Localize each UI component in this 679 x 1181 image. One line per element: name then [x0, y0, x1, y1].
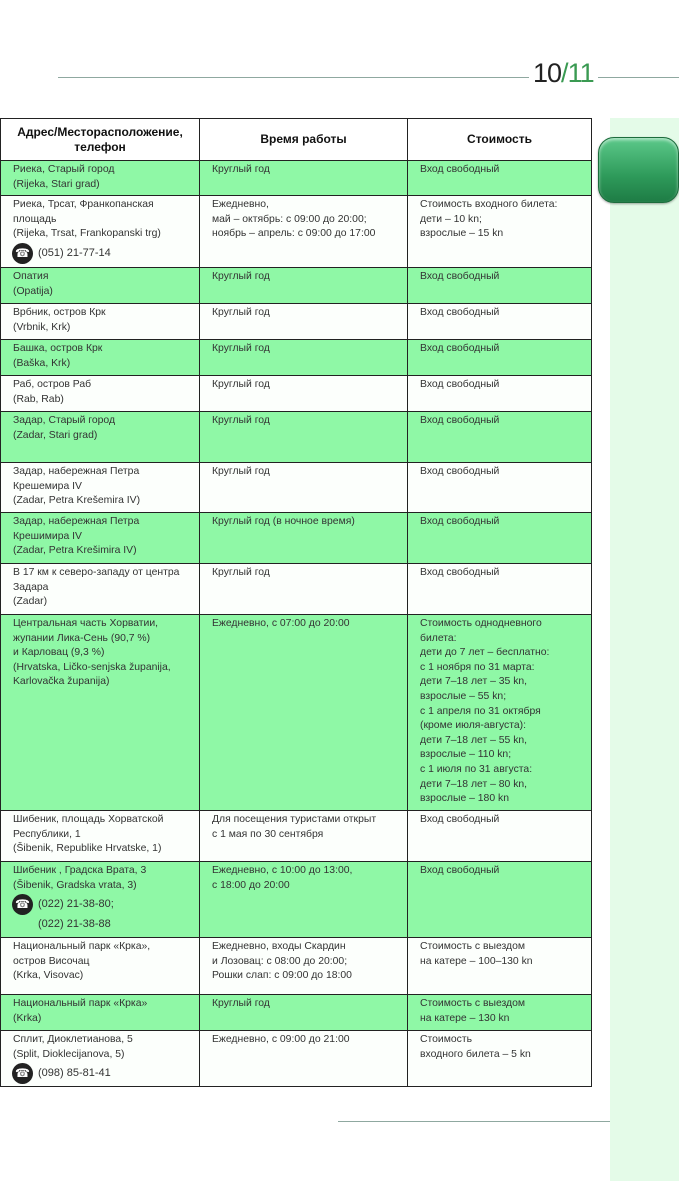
- cell-hours: [200, 938, 408, 995]
- hours-line: с 1 мая по 30 сентября: [212, 828, 324, 840]
- hours-line: Ежедневно, входы Скардин: [212, 941, 346, 952]
- cost-line: Вход свободный: [420, 415, 500, 426]
- hours-line: Ежедневно, с 09:00 до 21:00: [212, 1034, 350, 1045]
- table-row: [1, 995, 592, 1031]
- address-line: Опатия: [13, 271, 49, 282]
- cell-address: [1, 564, 200, 615]
- cell-address: [1, 304, 200, 340]
- address-line: (Šibenik, Republike Hrvatske, 1): [13, 843, 162, 855]
- phone-number[interactable]: [13, 894, 188, 915]
- table-row: [1, 161, 592, 196]
- cost-line: Вход свободный: [420, 466, 500, 477]
- page-number-separator: /: [561, 58, 568, 88]
- address-line: Башка, остров Крк: [13, 343, 103, 354]
- cost-line: Стоимость входного билета:: [420, 199, 558, 210]
- cell-address: [1, 811, 200, 862]
- cost-line: на катере – 100–130 kn: [420, 955, 533, 967]
- cost-line: взрослые – 55 kn;: [420, 690, 507, 702]
- cost-line: Вход свободный: [420, 379, 500, 390]
- table-row: [1, 862, 592, 938]
- cell-address: [1, 938, 200, 995]
- table-row: [1, 811, 592, 862]
- cell-cost: [408, 1031, 592, 1087]
- table-row: [1, 196, 592, 268]
- cell-hours: [200, 995, 408, 1031]
- cell-address: [1, 340, 200, 376]
- cost-line: Вход свободный: [420, 516, 500, 527]
- address-line: Задар, Старый город: [13, 415, 116, 426]
- hours-line: май – октябрь: с 09:00 до 20:00;: [212, 213, 367, 225]
- hours-line: Ежедневно, с 10:00 до 13:00,: [212, 865, 353, 876]
- page-number-current: 10: [533, 58, 562, 88]
- table-row: [1, 340, 592, 376]
- hours-line: и Лозовац: с 08:00 до 20:00;: [212, 955, 348, 967]
- address-line: (Zadar): [13, 596, 48, 608]
- cell-cost: [408, 463, 592, 513]
- hours-line: Круглый год: [212, 164, 270, 175]
- address-line: (Hrvatska, Ličko-senjska županija, Karlovačka županija): [13, 661, 171, 688]
- address-line: (Krka): [13, 1012, 42, 1024]
- address-line: и Карловац (9,3 %): [13, 647, 105, 659]
- hours-line: Для посещения туристами открыт: [212, 814, 377, 825]
- cell-cost: [408, 412, 592, 463]
- cost-line: Вход свободный: [420, 865, 500, 876]
- address-line: Задар, набережная Петра Крешимира IV: [13, 516, 140, 542]
- hours-line: Круглый год: [212, 343, 270, 354]
- hours-line: Рошки слап: с 09:00 до 18:00: [212, 970, 352, 982]
- cell-address: [1, 1031, 200, 1087]
- cost-line: Стоимость с выездом: [420, 941, 526, 952]
- table-body: [1, 161, 592, 1087]
- cell-address: [1, 412, 200, 463]
- cell-hours: [200, 304, 408, 340]
- cost-line: (кроме июля-августа):: [420, 720, 527, 732]
- address-line: (Opatija): [13, 285, 53, 297]
- cost-line: Вход свободный: [420, 814, 500, 825]
- cell-address: [1, 376, 200, 412]
- hours-line: Ежедневно,: [212, 199, 269, 210]
- table-header-row: [1, 119, 592, 161]
- cell-hours: [200, 811, 408, 862]
- address-line: Шибеник, площадь Хорватской Республики, 1: [13, 814, 164, 840]
- cell-cost: [408, 376, 592, 412]
- cost-line: Вход свободный: [420, 343, 500, 354]
- address-line: (Split, Dioklecijanova, 5): [13, 1048, 125, 1060]
- hours-line: Круглый год: [212, 466, 270, 477]
- table-row: [1, 376, 592, 412]
- phone-number-text: (098) 85-81-41: [38, 1067, 111, 1080]
- address-line: (Zadar, Petra Krešemira IV): [13, 495, 141, 507]
- address-line: Центральная часть Хорватии, жупании Лика-Сень (90,7 %): [13, 618, 159, 644]
- cost-line: входного билета – 5 kn: [420, 1048, 531, 1060]
- address-line: Раб, остров Раб: [13, 379, 92, 390]
- cell-address: [1, 862, 200, 938]
- cell-cost: [408, 513, 592, 564]
- cost-line: дети 7–18 лет – 80 kn,: [420, 778, 528, 790]
- table-row: [1, 564, 592, 615]
- address-line: (Zadar, Petra Krešimira IV): [13, 545, 137, 557]
- sights-table: [0, 118, 592, 1087]
- address-line: Сплит, Диоклетианова, 5: [13, 1034, 133, 1045]
- hours-line: Круглый год: [212, 998, 270, 1009]
- table-row: [1, 412, 592, 463]
- cell-address: [1, 995, 200, 1031]
- cell-cost: [408, 862, 592, 938]
- cell-address: [1, 196, 200, 268]
- cell-hours: [200, 1031, 408, 1087]
- table-row: [1, 1031, 592, 1087]
- phone-number-text: (051) 21-77-14: [38, 246, 111, 259]
- address-line: (Krka, Visovac): [13, 970, 84, 982]
- address-line: остров Височац: [13, 955, 90, 967]
- table-row: [1, 513, 592, 564]
- hours-line: Круглый год: [212, 271, 270, 282]
- phone-icon: ☎: [12, 1063, 33, 1084]
- cost-line: Вход свободный: [420, 164, 500, 175]
- cost-line: взрослые – 180 kn: [420, 793, 509, 805]
- cost-line: Стоимость: [420, 1034, 473, 1045]
- table-row: [1, 463, 592, 513]
- cell-cost: [408, 615, 592, 811]
- hours-line: с 18:00 до 20:00: [212, 879, 290, 891]
- address-line: Национальный парк «Крка»: [13, 998, 148, 1009]
- cost-line: на катере – 130 kn: [420, 1012, 510, 1024]
- address-line: (Zadar, Stari grad): [13, 429, 98, 441]
- address-line: (Rab, Rab): [13, 393, 64, 405]
- side-tab[interactable]: [598, 137, 679, 203]
- cost-line: дети 7–18 лет – 55 kn,: [420, 734, 528, 746]
- cell-hours: [200, 564, 408, 615]
- phone-number[interactable]: [13, 243, 188, 264]
- address-line: (Vrbnik, Krk): [13, 321, 71, 333]
- cell-hours: [200, 513, 408, 564]
- address-line: Шибеник , Градска Врата, 3: [13, 865, 147, 876]
- cost-line: дети 7–18 лет – 35 kn,: [420, 676, 528, 688]
- cost-line: Вход свободный: [420, 567, 500, 578]
- cost-line: Вход свободный: [420, 271, 500, 282]
- cell-hours: [200, 862, 408, 938]
- footer-rule: [338, 1121, 610, 1122]
- cost-line: с 1 апреля по 31 октября: [420, 705, 541, 717]
- address-line: Задар, набережная Петра Крешемира IV: [13, 466, 140, 492]
- cost-line: дети – 10 kn;: [420, 213, 482, 225]
- cost-line: Вход свободный: [420, 307, 500, 318]
- cost-line: взрослые – 15 kn: [420, 228, 504, 240]
- column-header-address: Адрес/Месторасположение, телефон: [1, 119, 200, 161]
- table-row: [1, 615, 592, 811]
- cell-address: [1, 268, 200, 304]
- hours-line: ноябрь – апрель: с 09:00 до 17:00: [212, 228, 376, 240]
- cell-cost: [408, 340, 592, 376]
- cost-line: Стоимость с выездом: [420, 998, 526, 1009]
- column-header-cost: Стоимость: [408, 119, 592, 161]
- cell-cost: [408, 304, 592, 340]
- cell-address: [1, 513, 200, 564]
- phone-number-secondary[interactable]: (022) 21-38-88: [38, 918, 111, 931]
- table-row: [1, 938, 592, 995]
- hours-line: Круглый год: [212, 415, 270, 426]
- cell-address: [1, 615, 200, 811]
- cell-hours: [200, 161, 408, 196]
- hours-line: Круглый год: [212, 307, 270, 318]
- address-line: Риека, Трсат, Франкопанская площадь: [13, 199, 154, 225]
- address-line: Национальный парк «Крка»,: [13, 941, 151, 952]
- cell-address: [1, 463, 200, 513]
- page-number-total: 11: [567, 58, 594, 88]
- cell-hours: [200, 268, 408, 304]
- cell-cost: [408, 564, 592, 615]
- cost-line: с 1 ноября по 31 марта:: [420, 661, 535, 673]
- cell-cost: [408, 995, 592, 1031]
- hours-line: Круглый год: [212, 379, 270, 390]
- cost-line: взрослые – 110 kn;: [420, 749, 512, 761]
- table-row: [1, 304, 592, 340]
- cell-cost: [408, 938, 592, 995]
- cell-cost: [408, 811, 592, 862]
- cost-line: дети до 7 лет – бесплатно:: [420, 647, 550, 659]
- address-line: Риека, Старый город: [13, 164, 115, 175]
- cost-line: с 1 июля по 31 августа:: [420, 763, 533, 775]
- table-row: [1, 268, 592, 304]
- column-header-hours: Время работы: [200, 119, 408, 161]
- hours-line: Ежедневно, с 07:00 до 20:00: [212, 618, 350, 629]
- hours-line: Круглый год: [212, 567, 270, 578]
- phone-icon: ☎: [12, 243, 33, 264]
- cell-hours: [200, 412, 408, 463]
- phone-number[interactable]: [13, 1063, 188, 1084]
- cell-address: [1, 161, 200, 196]
- address-line: Врбник, остров Крк: [13, 307, 106, 318]
- cell-hours: [200, 615, 408, 811]
- cell-hours: [200, 196, 408, 268]
- phone-icon: ☎: [12, 894, 33, 915]
- address-line: (Šibenik, Gradska vrata, 3): [13, 879, 137, 891]
- phone-number-text: (022) 21-38-80;: [38, 898, 114, 911]
- address-line: В 17 км к северо-западу от центра Задара: [13, 567, 180, 593]
- cell-cost: [408, 268, 592, 304]
- side-strip: [610, 118, 679, 1181]
- cell-hours: [200, 463, 408, 513]
- cell-hours: [200, 376, 408, 412]
- page-number: [529, 56, 598, 90]
- cost-line: Стоимость однодневного билета:: [420, 618, 542, 644]
- cell-cost: [408, 196, 592, 268]
- address-line: (Rijeka, Trsat, Frankopanski trg): [13, 228, 161, 240]
- hours-line: Круглый год (в ночное время): [212, 516, 355, 527]
- cell-cost: [408, 161, 592, 196]
- cell-hours: [200, 340, 408, 376]
- address-line: (Baška, Krk): [13, 357, 71, 369]
- address-line: (Rijeka, Stari grad): [13, 178, 100, 190]
